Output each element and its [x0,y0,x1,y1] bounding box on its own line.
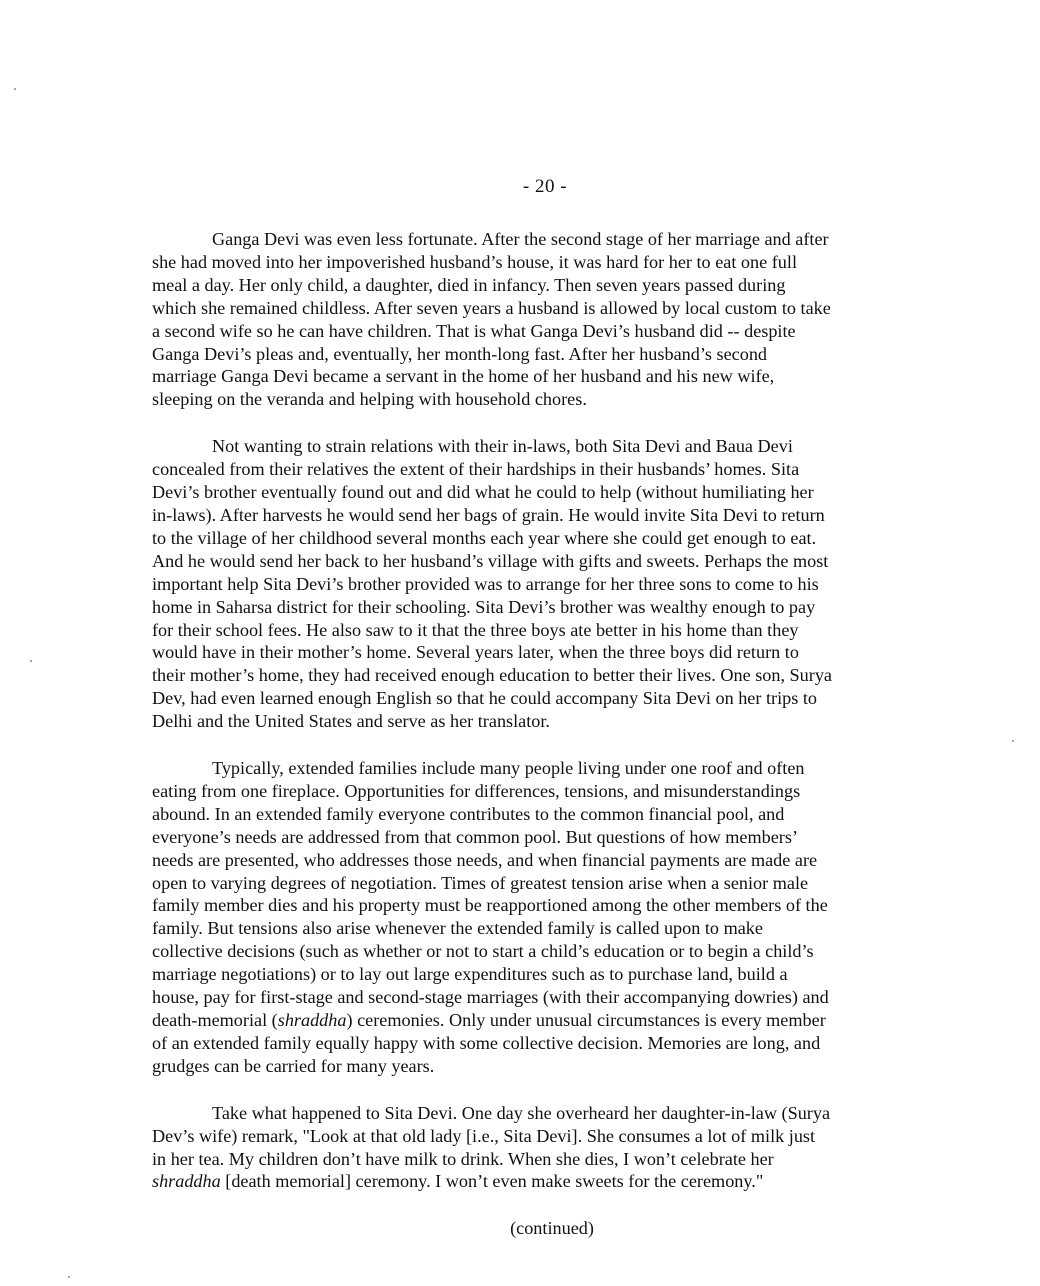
text-line: for their school fees. He also saw to it that the three boys ate better in his home than they [152,619,799,640]
paragraph-3 [152,757,952,1078]
text-line: home in Saharsa district for their schooling. Sita Devi’s brother was wealthy enough to pay [152,596,816,617]
text-span: [death memorial] ceremony. I won’t even make sweets for the ceremony." [220,1171,764,1192]
text-line: of an extended family equally happy with some collective decision. Memories are long, and [152,1032,821,1053]
text-span: ) ceremonies. Only under unusual circumstances is every member [346,1010,826,1030]
text-line: in-laws). After harvests he would send her bags of grain. He would invite Sita Devi to return [152,504,825,525]
text-line: grudges can be carried for many years. [152,1055,435,1076]
text-line: marriage negotiations) or to lay out large expenditures such as to purchase land, build a [152,964,788,985]
text-span: death-memorial ( [152,1010,278,1030]
text-line: important help Sita Devi’s brother provided was to arrange for her three sons to come to his [152,573,819,594]
text-line: family. But tensions also arise whenever the extended family is called upon to make [152,918,763,939]
text-line: family member dies and his property must be reapportioned among the other members of the [152,895,828,916]
text-line [152,1009,952,1032]
text-line: a second wife so he can have children. That is what Ganga Devi’s husband did -- despite [152,320,796,341]
paragraph-1 [152,228,952,411]
text-line: needs are presented, who addresses those needs, and when financial payments are made are [152,849,818,870]
text-line: Typically, extended families include many people living under one roof and often [212,758,805,779]
text-line: Dev, had even learned enough English so that he could accompany Sita Devi on her trips to [152,688,818,709]
text-line: eating from one fireplace. Opportunities for differences, tensions, and misunderstandings [152,780,801,801]
text-line: Delhi and the United States and serve as her translator. [152,711,550,732]
text-line: to the village of her childhood several months each year where she could get enough to eat. [152,527,817,548]
scan-speck [14,88,16,90]
text-line: Dev’s wife) remark, "Look at that old lady [i.e., Sita Devi]. She consumes a lot of milk just [152,1125,816,1146]
text-line: open to varying degrees of negotiation. Times of greatest tension arise when a senior male [152,872,809,893]
text-line: collective decisions (such as whether or not to start a child’s education or to begin a child’s [152,941,814,962]
text-line: Devi’s brother eventually found out and did what he could to help (without humiliating her [152,482,814,503]
text-line: And he would send her back to her husband’s village with gifts and sweets. Perhaps the most [152,550,829,571]
text-line: their mother’s home, they had received enough education to better their lives. One son, Surya [152,665,832,686]
text-line: Take what happened to Sita Devi. One day she overheard her daughter-in-law (Surya [212,1102,831,1123]
scan-speck [1012,740,1014,742]
text-line: abound. In an extended family everyone contributes to the common financial pool, and [152,803,785,824]
text-line: in her tea. My children don’t have milk to drink. When she dies, I won’t celebrate her [152,1148,774,1169]
text-line: everyone’s needs are addressed from that common pool. But questions of how members’ [152,826,799,847]
continued-note: (continued) [510,1218,594,1238]
scan-speck [30,660,32,662]
italic-term: shraddha [152,1171,221,1192]
text-line: sleeping on the veranda and helping with household chores. [152,389,587,410]
text-line: would have in their mother’s home. Several years later, when the three boys did return to [152,642,799,663]
text-line: she had moved into her impoverished husband’s house, it was hard for her to eat one full [152,251,797,272]
text-line: Ganga Devi was even less fortunate. After the second stage of her marriage and after [212,229,829,249]
text-line: meal a day. Her only child, a daughter, died in infancy. Then seven years passed during [152,274,786,295]
text-line: which she remained childless. After seven years a husband is allowed by local custom to take [152,297,831,318]
paragraph-2 [152,435,952,733]
page-number: - 20 - [522,176,568,197]
text-line: Ganga Devi’s pleas and, eventually, her month-long fast. After her husband’s second [152,343,768,364]
body-text [152,228,952,1217]
text-line: house, pay for first-stage and second-stage marriages (with their accompanying dowries) and [152,987,829,1008]
text-line: marriage Ganga Devi became a servant in the home of her husband and his new wife, [152,366,775,387]
text-line: Not wanting to strain relations with their in-laws, both Sita Devi and Baua Devi [212,436,793,457]
text-line [152,1170,952,1193]
paragraph-4 [152,1102,952,1194]
text-line: concealed from their relatives the extent of their hardships in their husbands’ homes. Sita [152,459,800,480]
italic-term: shraddha [277,1010,347,1030]
scan-speck [68,1276,70,1278]
